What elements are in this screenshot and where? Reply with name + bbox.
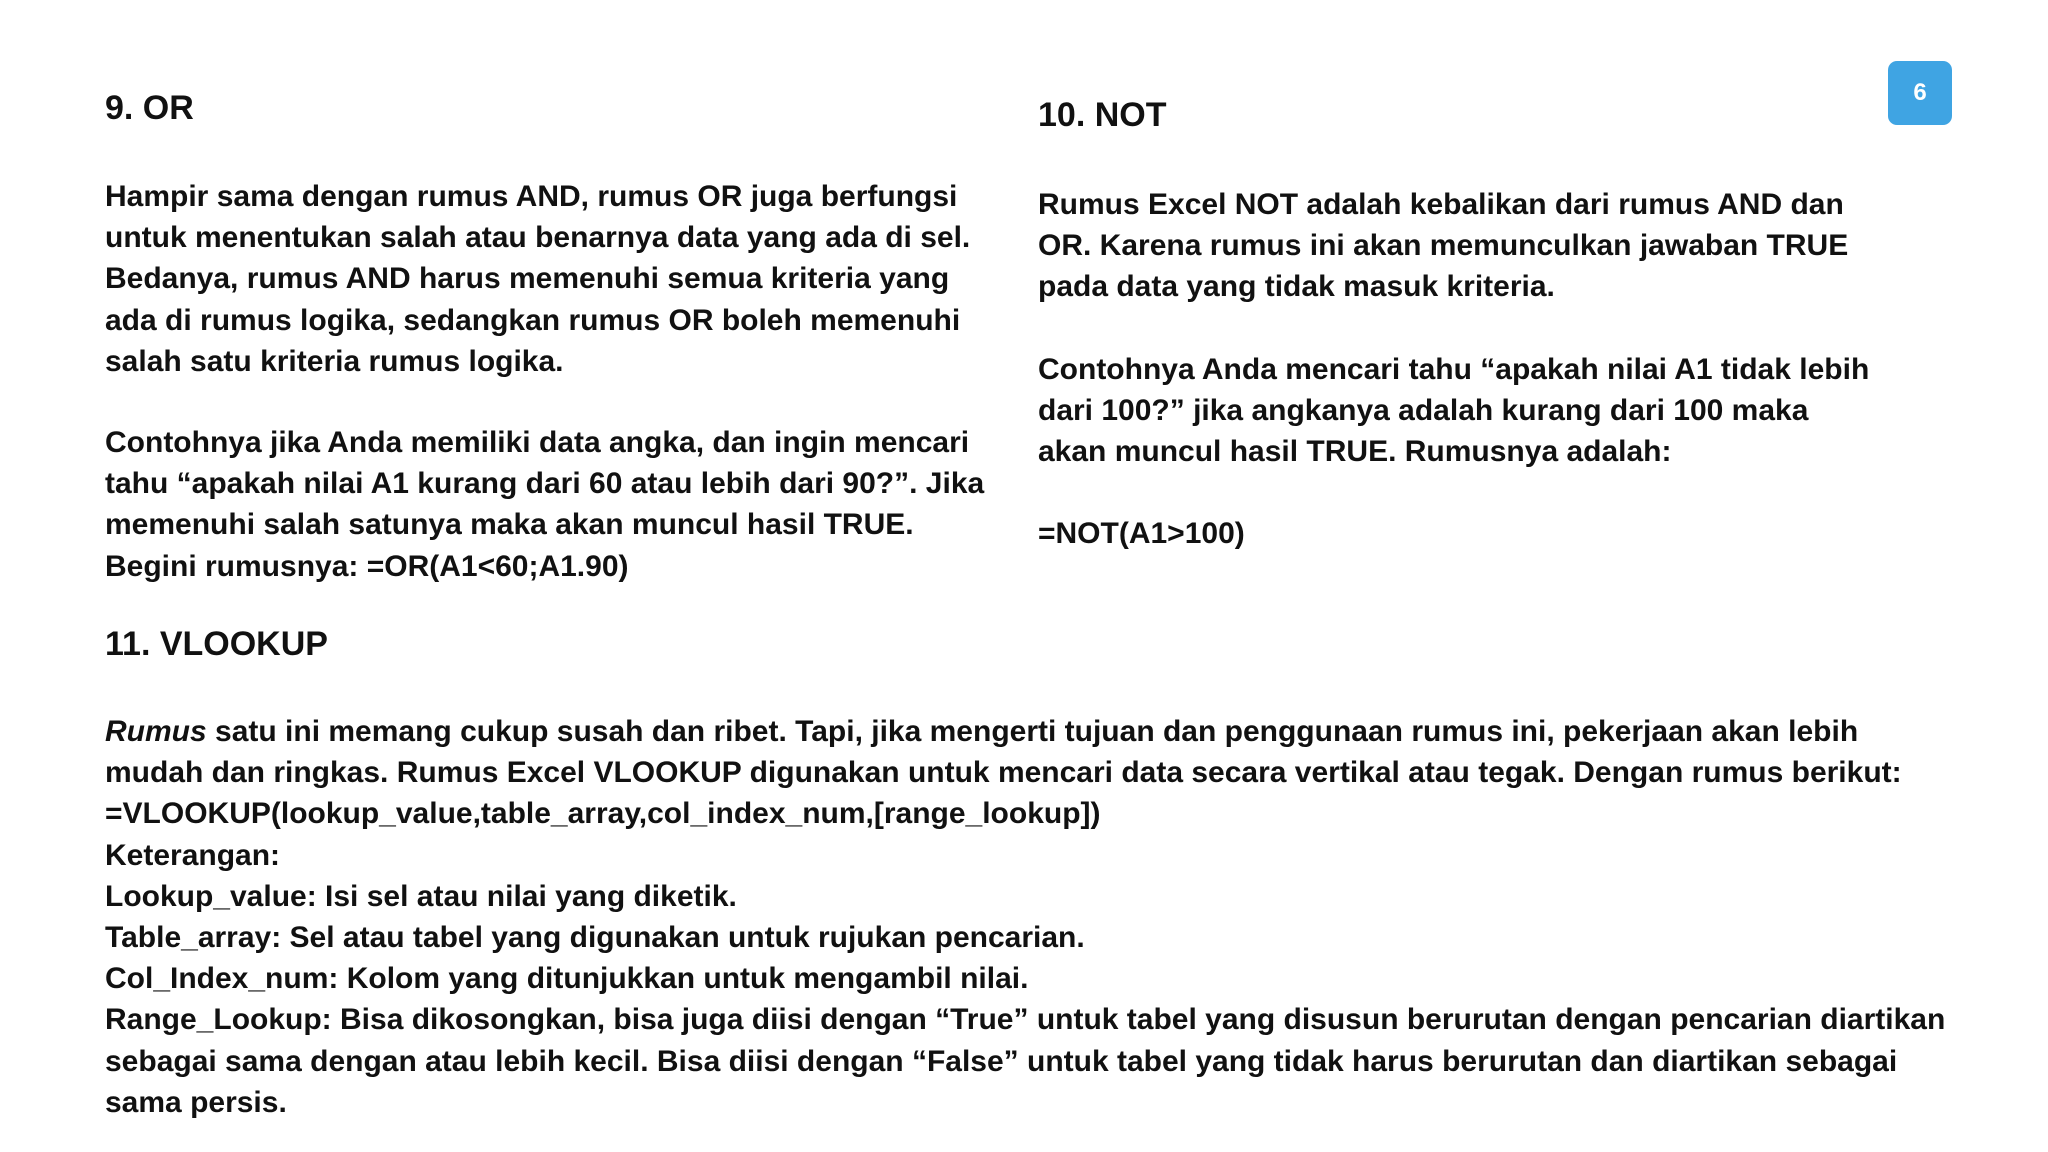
vlookup-paragraph (105, 711, 1945, 1123)
or-p1-line: ada di rumus logika, sedangkan rumus OR boleh memenuhi (105, 303, 961, 337)
not-paragraph-2 (1038, 349, 1869, 473)
not-formula-text: =NOT(A1>100) (1038, 517, 1245, 550)
vlookup-line: sama persis. (105, 1085, 287, 1119)
or-p2-line: Begini rumusnya: =OR(A1<60;A1.90) (105, 549, 629, 583)
not-p2-line: akan muncul hasil TRUE. Rumusnya adalah: (1038, 435, 1672, 469)
vlookup-line: Col_Index_num: Kolom yang ditunjukkan untuk mengambil nilai. (105, 962, 1029, 996)
not-p1-line: OR. Karena rumus ini akan memunculkan jawaban TRUE (1038, 229, 1849, 263)
vlookup-line-first (105, 711, 1945, 752)
vlookup-intro-italic: Rumus (105, 715, 207, 748)
or-p2-line: tahu “apakah nilai A1 kurang dari 60 atau lebih dari 90?”. Jika (105, 467, 985, 501)
section-or (105, 88, 1005, 583)
or-p2-line: Contohnya jika Anda memiliki data angka, dan ingin mencari (105, 426, 970, 459)
not-p1-line: Rumus Excel NOT adalah kebalikan dari rumus AND dan (1038, 188, 1844, 221)
vlookup-line: Keterangan: (105, 838, 281, 872)
not-p2-line: dari 100?” jika angkanya adalah kurang dari 100 maka (1038, 394, 1809, 428)
vlookup-line: Table_array: Sel atau tabel yang digunakan untuk rujukan pencarian. (105, 920, 1085, 954)
section-not (1038, 95, 1898, 550)
not-heading: 10. NOT (1038, 96, 1167, 134)
or-p1-line: Hampir sama dengan rumus AND, rumus OR juga berfungsi (105, 180, 958, 213)
vlookup-formula: =VLOOKUP(lookup_value,table_array,col_index_num,[range_lookup]) (105, 797, 1101, 831)
vlookup-line: Range_Lookup: Bisa dikosongkan, bisa juga diisi dengan “True” untuk tabel yang disusun berurutan dengan pencarian diartikan (105, 1003, 1946, 1037)
vlookup-line-rest: satu ini memang cukup susah dan ribet. Tapi, jika mengerti tujuan dan penggunaan rumus ini, pekerjaan akan lebih (206, 715, 1859, 748)
or-paragraph-1 (105, 176, 970, 382)
or-p1-line: salah satu kriteria rumus logika. (105, 344, 564, 378)
or-heading: 9. OR (105, 89, 194, 127)
vlookup-line: mudah dan ringkas. Rumus Excel VLOOKUP digunakan untuk mencari data secara vertikal atau tegak. Dengan rumus berikut: (105, 756, 1902, 790)
or-p1-line: untuk menentukan salah atau benarnya data yang ada di sel. (105, 221, 971, 255)
or-p2-line: memenuhi salah satunya maka akan muncul hasil TRUE. (105, 508, 914, 542)
not-paragraph-1 (1038, 184, 1848, 308)
not-formula (1038, 513, 1245, 554)
vlookup-line: Lookup_value: Isi sel atau nilai yang diketik. (105, 879, 737, 913)
vlookup-heading: 11. VLOOKUP (105, 625, 328, 663)
or-p1-line: Bedanya, rumus AND harus memenuhi semua kriteria yang (105, 262, 950, 296)
not-p1-line: pada data yang tidak masuk kriteria. (1038, 270, 1555, 304)
page-number-badge: 6 (1888, 61, 1952, 125)
vlookup-line: sebagai sama dengan atau lebih kecil. Bisa diisi dengan “False” untuk tabel yang tidak harus berurutan dan diartikan sebagai (105, 1044, 1898, 1078)
not-p2-line: Contohnya Anda mencari tahu “apakah nilai A1 tidak lebih (1038, 353, 1870, 386)
or-paragraph-2 (105, 422, 984, 587)
section-vlookup (105, 624, 1985, 1119)
